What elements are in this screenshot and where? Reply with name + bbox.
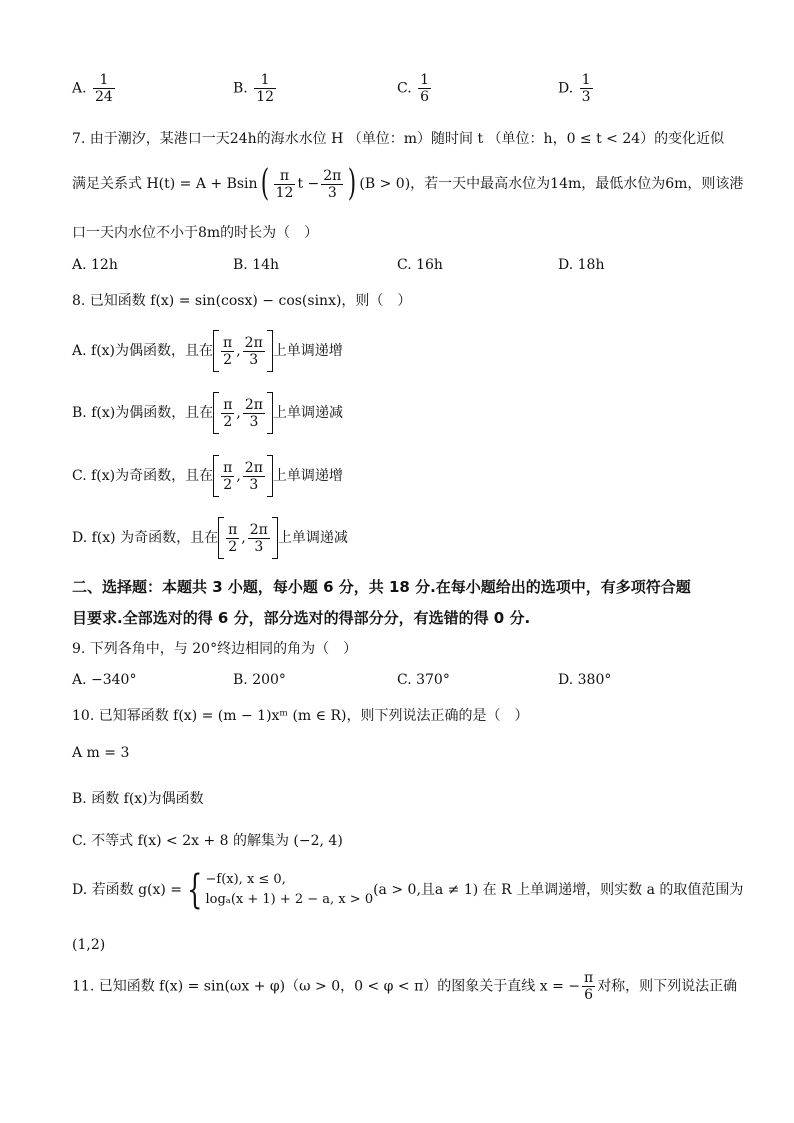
option-prefix: D. 若函数 g(x) = — [72, 882, 183, 898]
numerator: π — [228, 521, 238, 538]
q10-option-a: A m = 3 — [72, 745, 130, 761]
q6-option-d — [558, 72, 595, 105]
option-suffix: 上单调递增 — [272, 343, 343, 359]
comma: , — [236, 468, 241, 484]
denominator: 2 — [223, 476, 233, 493]
numerator: 2π — [244, 396, 263, 413]
q6-option-b — [233, 72, 278, 105]
option-prefix: D. f(x) 为奇函数，且在 — [72, 530, 219, 546]
fraction — [93, 72, 115, 105]
denominator: 12 — [275, 184, 294, 201]
formula-suffix: (B > 0)，若一天中最高水位为14m，最低水位为6m，则该港 — [359, 176, 744, 192]
option-suffix: (a > 0,且a ≠ 1) 在 R 上单调递增，则实数 a 的取值范围为 — [373, 882, 744, 898]
q9-stem: 9. 下列各角中，与 20°终边相同的角为（ ） — [72, 641, 358, 657]
denominator: 2 — [228, 538, 238, 555]
fraction — [274, 168, 296, 201]
denominator: 3 — [581, 89, 591, 105]
option-label: B. — [233, 80, 248, 97]
numerator: π — [583, 970, 594, 986]
numerator: 1 — [581, 72, 591, 88]
comma: , — [241, 530, 246, 546]
numerator: π — [223, 396, 233, 413]
q9-option-a: A. −340° — [72, 672, 137, 688]
section2-heading-line1: 二、选择题：本题共 3 小题，每小题 6 分，共 18 分.在每小题给出的选项中，有多项符合题 — [72, 578, 691, 596]
q8-option-c — [72, 455, 343, 497]
numerator: π — [223, 459, 233, 476]
q7-option-a: A. 12h — [72, 257, 118, 273]
brace-left: { — [187, 867, 203, 913]
formula-middle: t − — [297, 176, 320, 192]
q10-option-d-answer: (1,2) — [72, 937, 106, 953]
section2-heading-line2: 目要求.全部选对的得 6 分，部分选对的得部分分，有选错的得 0 分. — [72, 609, 531, 627]
denominator: 3 — [254, 538, 264, 555]
denominator: 3 — [249, 476, 259, 493]
denominator: 3 — [249, 351, 259, 368]
denominator: 12 — [256, 89, 275, 105]
q10-option-d — [72, 867, 744, 913]
q7-stem-line1: 7. 由于潮汐，某港口一天24h的海水水位 H （单位：m）随时间 t （单位：h，0 ≤ t < 24）的变化近似 — [72, 131, 725, 147]
bracket-left — [213, 330, 219, 372]
bracket-left — [213, 455, 219, 497]
numerator: 2π — [244, 334, 263, 351]
fraction — [221, 397, 234, 430]
q7-stem-line2 — [72, 163, 744, 204]
option-label: A. — [72, 80, 87, 97]
q10-stem: 10. 已知幂函数 f(x) = (m − 1)xᵐ (m ∈ R)，则下列说法正确的是（ ） — [72, 708, 529, 724]
option-label: C. — [397, 80, 412, 97]
numerator: 2π — [244, 459, 263, 476]
fraction — [243, 335, 265, 368]
denominator: 2 — [223, 413, 233, 430]
option-prefix: B. f(x)为偶函数，且在 — [72, 405, 214, 421]
q7-stem-line3: 口一天内水位不小于8m的时长为（ ） — [72, 225, 319, 241]
paren-right: ) — [348, 163, 357, 204]
denominator: 3 — [249, 413, 259, 430]
q7-option-b: B. 14h — [233, 257, 280, 273]
numerator: 1 — [254, 72, 276, 89]
fraction — [254, 72, 276, 105]
q8-stem: 8. 已知函数 f(x) = sin(cosx) − cos(sinx)，则（ ） — [72, 293, 412, 309]
formula-prefix: 满足关系式 H(t) = A + Bsin — [72, 176, 258, 192]
fraction — [321, 168, 343, 201]
fraction — [580, 72, 593, 105]
fraction — [248, 522, 270, 555]
comma: , — [236, 343, 241, 359]
denominator: 6 — [584, 987, 594, 1003]
option-suffix: 上单调递减 — [277, 530, 348, 546]
case-line-2: logₐ(x + 1) + 2 − a, x > 0 — [205, 892, 374, 907]
fraction — [418, 72, 431, 105]
bracket-left — [218, 517, 224, 559]
q9-option-c: C. 370° — [397, 672, 450, 688]
q8-option-d — [72, 517, 348, 559]
denominator: 3 — [327, 184, 337, 201]
q6-option-a — [72, 72, 117, 105]
q6-option-c — [397, 72, 433, 105]
numerator: 2π — [323, 167, 342, 184]
option-suffix: 上单调递增 — [272, 468, 343, 484]
q11-stem — [72, 970, 737, 1003]
q8-option-b — [72, 392, 343, 434]
option-prefix: C. f(x)为奇函数，且在 — [72, 468, 214, 484]
option-prefix: A. f(x)为偶函数，且在 — [72, 343, 214, 359]
option-label: D. — [558, 80, 574, 97]
q8-option-a — [72, 330, 343, 372]
numerator: 1 — [93, 72, 115, 89]
paren-left: ( — [260, 163, 269, 204]
numerator: 2π — [249, 521, 268, 538]
q10-option-b: B. 函数 f(x)为偶函数 — [72, 791, 204, 807]
fraction — [226, 522, 239, 555]
q10-option-c: C. 不等式 f(x) < 2x + 8 的解集为 (−2, 4) — [72, 833, 343, 849]
denominator: 2 — [223, 351, 233, 368]
denominator: 24 — [95, 89, 113, 105]
bracket-left — [213, 392, 219, 434]
comma: , — [236, 405, 241, 421]
fraction — [243, 397, 265, 430]
q7-option-d: D. 18h — [558, 257, 605, 273]
q9-option-b: B. 200° — [233, 672, 286, 688]
stem-prefix: 11. 已知函数 f(x) = sin(ωx + φ)（ω > 0，0 < φ < π）的图象关于直线 x = − — [72, 978, 580, 995]
case-line-1: −f(x), x ≤ 0, — [205, 872, 286, 887]
stem-suffix: 对称，则下列说法正确 — [597, 978, 738, 995]
fraction — [221, 335, 234, 368]
fraction — [582, 970, 595, 1003]
option-suffix: 上单调递减 — [272, 405, 343, 421]
fraction — [221, 460, 234, 493]
fraction — [243, 460, 265, 493]
piecewise-system — [206, 870, 374, 910]
q7-option-c: C. 16h — [397, 257, 443, 273]
numerator: π — [274, 168, 296, 185]
numerator: 1 — [420, 72, 430, 88]
q9-option-d: D. 380° — [558, 672, 612, 688]
numerator: π — [223, 334, 233, 351]
denominator: 6 — [420, 89, 430, 105]
